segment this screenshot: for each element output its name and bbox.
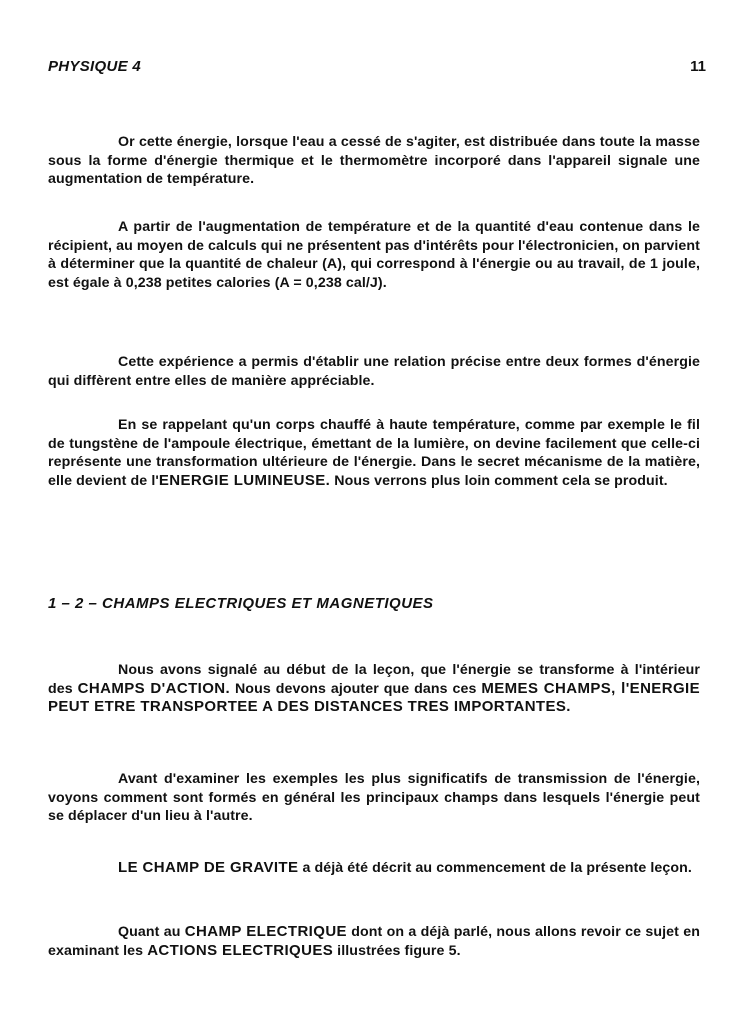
- paragraph-text: Nous devons ajouter que dans ces: [230, 680, 482, 697]
- emphasis-caps: CHAMPS D'ACTION.: [77, 679, 231, 697]
- paragraph-7: [48, 859, 700, 878]
- emphasis-caps: ENERGIE LUMINEUSE.: [158, 471, 331, 489]
- paragraph-text: dont on a déjà parlé, nous allons revoir ce sujet en examinant les: [48, 924, 700, 959]
- paragraph-text: illustrées figure 5.: [333, 942, 461, 959]
- emphasis-caps: ACTIONS ELECTRIQUES: [147, 941, 334, 959]
- page-number: 11: [690, 58, 706, 75]
- paragraph-text: A partir de l'augmentation de température et de la quantité d'eau contenue dans le récipient, au moyen de calculs qui ne présentent pas d'intérêts pour l'électronicien, on parvient à déterminer que la quantité de chaleur (A), qui correspond à l'énergie ou au travail, de 1 joule, est égale à 0,238 petites calories (A = 0,238 cal/J).: [48, 219, 700, 291]
- paragraph-6: [48, 770, 700, 826]
- section-heading: 1 – 2 – CHAMPS ELECTRIQUES ET MAGNETIQUES: [48, 595, 434, 612]
- paragraph-4: [48, 416, 700, 490]
- header-title: PHYSIQUE 4: [48, 58, 142, 75]
- running-header: [48, 58, 706, 82]
- paragraph-1: [48, 133, 700, 189]
- emphasis-caps: LE CHAMP DE GRAVITE: [118, 859, 299, 876]
- paragraph-text: En se rappelant qu'un corps chauffé à haute température, comme par exemple le fil de tungstène de l'ampoule électrique, émettant de la lumière, on devine facilement que celle-ci représente une transformation ultérieure de l'énergie. Dans le secret mécanisme de la matière, elle devient de l': [48, 417, 700, 489]
- paragraph-text: Avant d'examiner les exemples les plus significatifs de transmission de l'énergie, voyons comment sont formés en général les principaux champs dans lesquels l'énergie peut se déplacer d'un lieu à l'autre.: [48, 771, 700, 825]
- paragraph-text: Nous avons signalé au début de la leçon, que l'énergie se transforme à l'intérieur des: [48, 662, 700, 697]
- paragraph-text: a déjà été décrit au commencement de la présente leçon.: [298, 860, 692, 876]
- emphasis-caps: CHAMP ELECTRIQUE: [184, 923, 347, 940]
- emphasis-caps: MEMES CHAMPS, l'ENERGIE PEUT ETRE TRANSPORTEE A DES DISTANCES TRES IMPORTANTES.: [48, 679, 700, 716]
- paragraph-text: Nous verrons plus loin comment cela se produit.: [330, 472, 668, 489]
- paragraph-text: Or cette énergie, lorsque l'eau a cessé de s'agiter, est distribuée dans toute la masse sous la forme d'énergie thermique et le thermomètre incorporé dans l'appareil signale une augmentation de température.: [48, 134, 700, 188]
- paragraph-8: [48, 923, 700, 960]
- paragraph-text: Quant au: [118, 924, 185, 940]
- paragraph-text: Cette expérience a permis d'établir une relation précise entre deux formes d'énergie qui diffèrent entre elles de manière appréciable.: [48, 354, 700, 389]
- paragraph-5: [48, 661, 700, 717]
- paragraph-2: [48, 218, 700, 292]
- paragraph-3: [48, 353, 700, 390]
